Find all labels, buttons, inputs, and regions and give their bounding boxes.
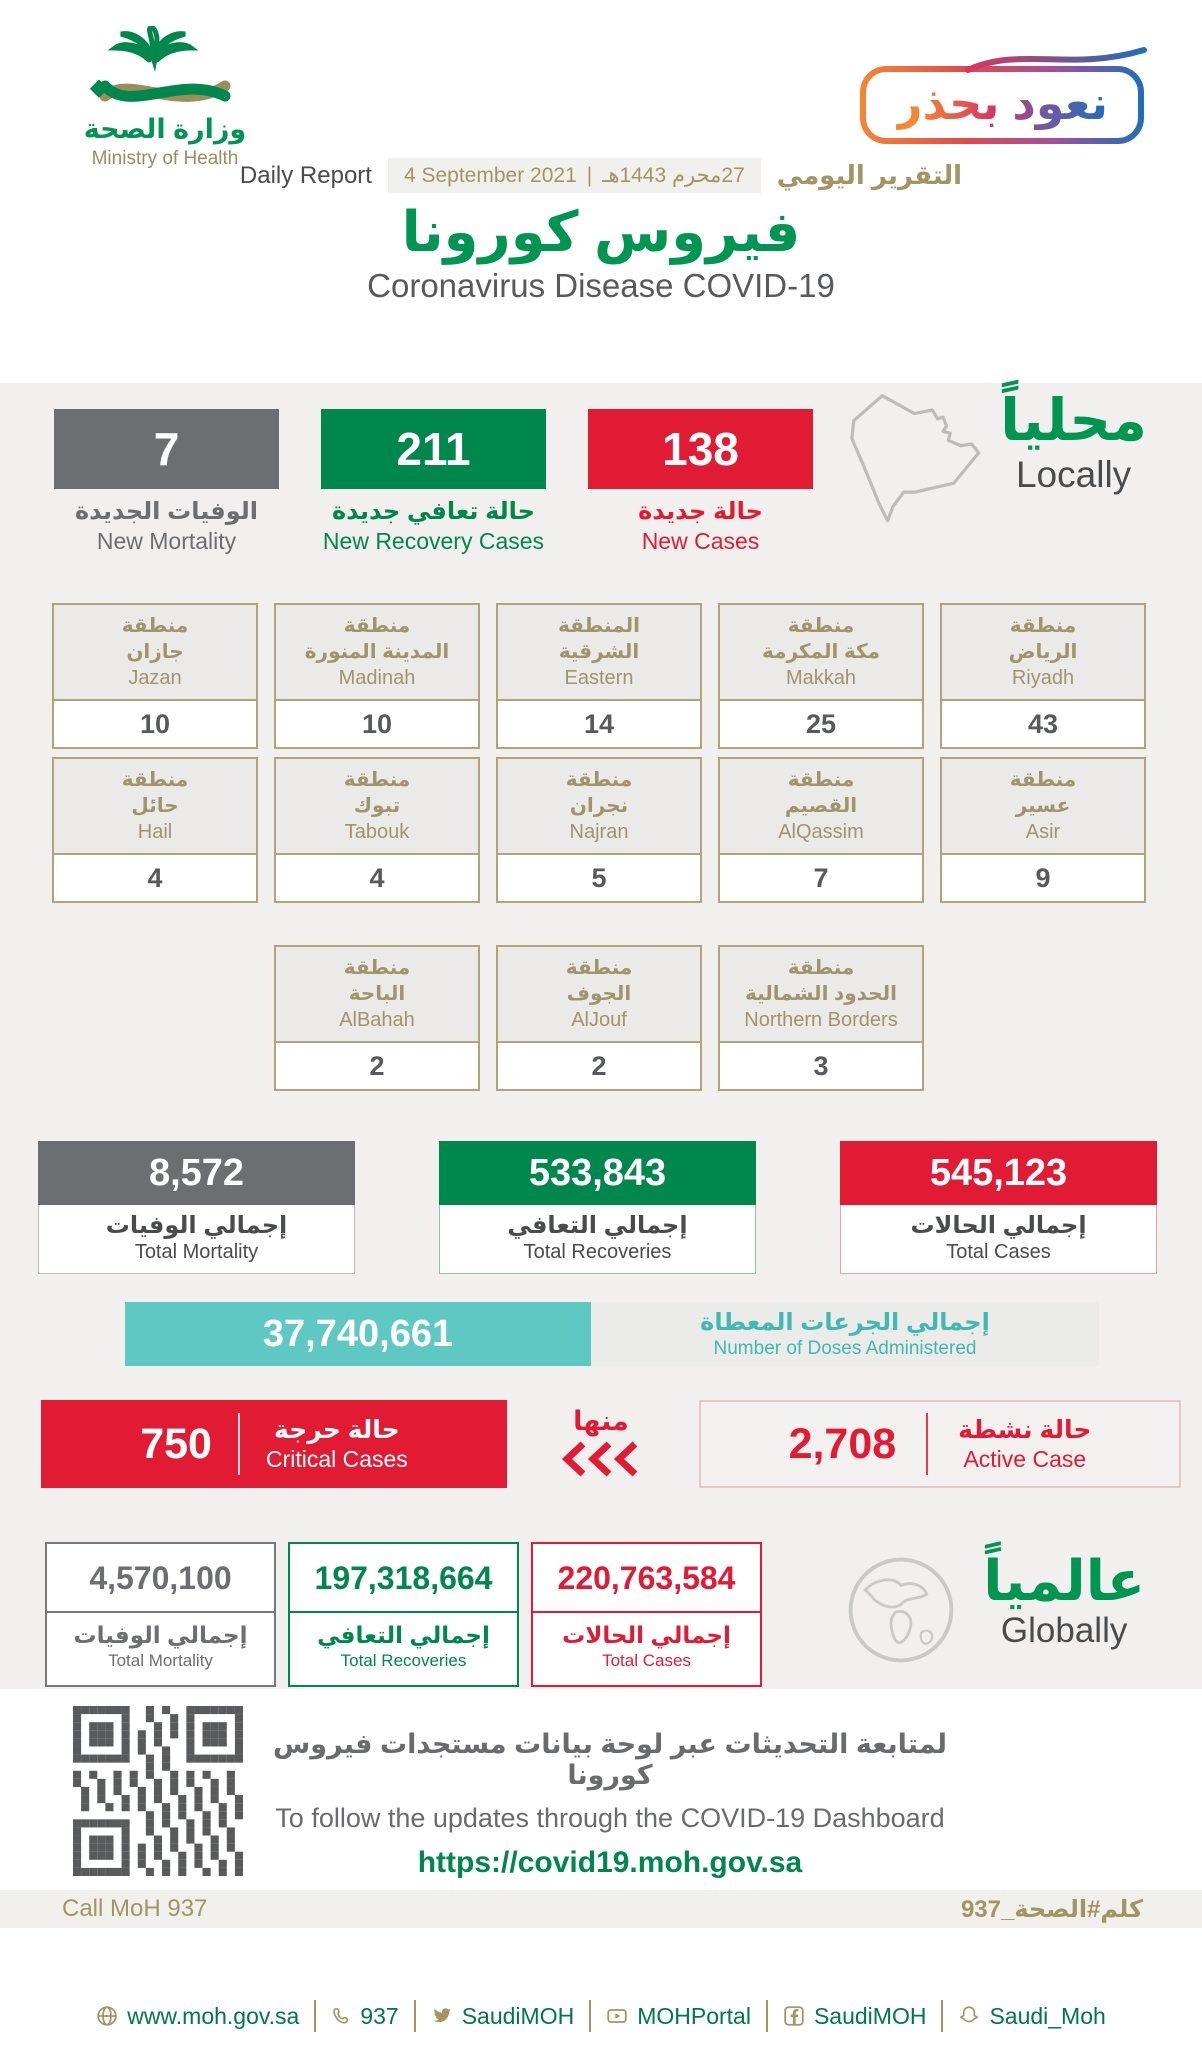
global-mortality-value: 4,570,100: [47, 1544, 274, 1613]
region-prefix: منطقة: [787, 769, 855, 791]
total-mortality-label-ar: إجمالي الوفيات: [105, 1212, 288, 1239]
global-cases-value: 220,763,584: [533, 1544, 760, 1613]
report-date-gregorian: 4 September 2021: [403, 163, 577, 187]
region-name-en: Najran: [569, 821, 629, 843]
region-value: 14: [498, 701, 700, 747]
global-mortality-label-ar: إجمالي الوفيات: [73, 1622, 248, 1648]
region-prefix: منطقة: [565, 957, 633, 979]
region-box-najran: [496, 757, 702, 903]
active-cases-label-en: Active Case: [963, 1446, 1087, 1472]
global-cases-label-en: Total Cases: [602, 1651, 691, 1670]
region-name-ar: الجوف: [566, 983, 632, 1005]
new-recovery-label-en: New Recovery Cases: [322, 528, 545, 554]
region-value: 10: [276, 701, 478, 747]
daily-report-label-ar: التقرير اليومي: [776, 160, 963, 190]
global-cases-box: [531, 1542, 762, 1687]
doses-label-ar: إجمالي الجرعات المعطاة: [700, 1309, 990, 1336]
region-value: 2: [276, 1043, 478, 1089]
svg-text:Ministry of Health: Ministry of Health: [91, 148, 239, 169]
region-box-northern-borders: [718, 945, 924, 1091]
region-name-en: Tabouk: [344, 821, 410, 843]
region-name-ar: الحدود الشمالية: [744, 983, 898, 1005]
region-box-madinah: [274, 603, 480, 749]
region-prefix: منطقة: [121, 769, 189, 791]
footer-item-snapchat: [943, 2003, 1120, 2030]
region-prefix: منطقة: [343, 957, 411, 979]
region-name-en: Eastern: [564, 667, 634, 689]
chevrons-left-icon: [559, 1441, 643, 1477]
of-which-indicator: [559, 1406, 643, 1482]
locally-heading: [1000, 388, 1147, 496]
page-title-ar: فيروس كورونا: [401, 200, 801, 263]
globe-icon: [96, 2005, 118, 2027]
total-mortality-box: [38, 1141, 355, 1274]
global-mortality-label-en: Total Mortality: [108, 1651, 213, 1670]
total-mortality-value: 8,572: [38, 1141, 355, 1205]
new-cases-stat: [588, 409, 813, 554]
footer-item-twitter: [416, 2003, 589, 2030]
region-name-ar: الباحة: [348, 983, 406, 1005]
total-recoveries-box: [439, 1141, 756, 1274]
region-prefix: منطقة: [565, 769, 633, 791]
snapchat-icon: [958, 2005, 980, 2027]
region-name-en: Asir: [1025, 821, 1061, 843]
statistics-band: [0, 383, 1202, 1689]
region-name-ar: تبوك: [353, 795, 401, 817]
doses-row: [125, 1302, 1202, 1366]
critical-cases-label-ar: حالة حرجة: [274, 1416, 400, 1444]
region-name-ar: الرياض: [1008, 641, 1078, 663]
region-name-ar: مكة المكرمة: [761, 641, 881, 663]
region-name-en: Northern Borders: [744, 1009, 898, 1031]
global-recoveries-label-en: Total Recoveries: [340, 1651, 467, 1670]
facebook-icon: [783, 2005, 805, 2027]
region-box-riyadh: [940, 603, 1146, 749]
region-value: 4: [276, 855, 478, 901]
region-box-albahah: [274, 945, 480, 1091]
badge-label: نعود بحذر: [896, 77, 1108, 129]
new-mortality-label-ar: الوفيات الجديدة: [74, 498, 259, 525]
active-cases-value: 2,708: [788, 1419, 897, 1468]
global-mortality-box: [45, 1542, 276, 1687]
region-box-aljouf: [496, 945, 702, 1091]
region-name-ar: جازان: [126, 641, 184, 663]
region-box-alqassim: [718, 757, 924, 903]
footer-item-website: [81, 2003, 314, 2030]
new-cases-label-en: New Cases: [641, 528, 760, 554]
region-box-makkah: [718, 603, 924, 749]
global-recoveries-label-ar: إجمالي التعافي: [317, 1622, 490, 1648]
region-prefix: منطقة: [121, 615, 189, 637]
region-name-en: Jazan: [128, 667, 182, 689]
region-prefix: منطقة: [343, 769, 411, 791]
new-cases-label-ar: حالة جديدة: [638, 498, 763, 525]
youtube-icon: [606, 2005, 628, 2027]
new-recovery-value: 211: [321, 409, 546, 489]
locally-title-en: Locally: [1015, 453, 1132, 495]
phone-icon: [331, 2006, 351, 2026]
footer-item-youtube: [591, 2003, 766, 2030]
divider: [238, 1413, 240, 1475]
region-value: 2: [498, 1043, 700, 1089]
footer-item-label: SaudiMOH: [461, 2002, 575, 2029]
total-cases-label-en: Total Cases: [946, 1241, 1051, 1263]
header: [0, 0, 1202, 383]
new-recovery-stat: [321, 409, 546, 554]
dashboard-note-en: To follow the updates through the COVID-19 Dashboard: [275, 1803, 945, 1833]
return-with-caution-badge: [860, 66, 1144, 150]
region-name-ar: نجران: [569, 795, 629, 817]
total-cases-label-ar: إجمالي الحالات: [910, 1212, 1087, 1239]
region-prefix: منطقة: [1009, 769, 1077, 791]
region-name-en: Hail: [137, 821, 173, 843]
region-name-ar: عسير: [1015, 795, 1071, 817]
footer-item-label: SaudiMOH: [813, 2002, 927, 2029]
saudi-map-icon: [828, 385, 1008, 540]
of-which-label: منها: [573, 1406, 629, 1436]
new-mortality-value: 7: [54, 409, 279, 489]
new-mortality-label-en: New Mortality: [96, 528, 237, 554]
local-totals-row: [38, 1141, 1202, 1274]
region-box-asir: [940, 757, 1146, 903]
region-name-ar: حائل: [131, 795, 179, 817]
region-name-en: Madinah: [338, 667, 416, 689]
total-mortality-label-en: Total Mortality: [134, 1241, 259, 1263]
region-row-3: [274, 945, 1202, 1091]
critical-cases-label-en: Critical Cases: [265, 1446, 408, 1472]
global-recoveries-box: [288, 1542, 519, 1687]
critical-active-row: [41, 1400, 1202, 1488]
footer-contact-row: [0, 2000, 1202, 2032]
divider: [926, 1413, 928, 1475]
locally-title-ar: محلياً: [1000, 388, 1147, 453]
report-date: [388, 158, 761, 193]
region-value: 25: [720, 701, 922, 747]
page-title-en: Coronavirus Disease COVID-19: [367, 267, 835, 304]
region-name-ar: القصيم: [784, 795, 858, 817]
active-cases-label-ar: حالة نشطة: [958, 1416, 1092, 1444]
footer-item-label: MOHPortal: [637, 2002, 751, 2029]
local-stats-row: [0, 383, 1202, 554]
region-prefix: منطقة: [343, 615, 411, 637]
qr-code: [73, 1706, 243, 1876]
globally-heading: [983, 1549, 1145, 1651]
critical-cases-box: [41, 1400, 507, 1488]
doses-label-en: Number of Doses Administered: [713, 1338, 977, 1359]
total-recoveries-value: 533,843: [439, 1141, 756, 1205]
total-cases-value: 545,123: [840, 1141, 1157, 1205]
critical-cases-value: 750: [140, 1419, 212, 1468]
daily-report-label: Daily Report: [239, 161, 372, 189]
footer-item-label: 937: [360, 2002, 399, 2029]
region-row-1: [52, 603, 1202, 749]
region-name-en: Makkah: [785, 667, 857, 689]
globally-title-ar: عالمياً: [983, 1549, 1145, 1612]
dashboard-note-ar: لمتابعة التحديثات عبر لوحة بيانات مستجدات فيروس كورونا: [272, 1729, 948, 1790]
footer-item-facebook: [768, 2003, 941, 2030]
footer-item-label: www.moh.gov.sa: [127, 2002, 300, 2029]
region-box-eastern: [496, 603, 702, 749]
doses-value: 37,740,661: [125, 1302, 591, 1366]
region-value: 5: [498, 855, 700, 901]
total-cases-box: [840, 1141, 1157, 1274]
new-mortality-stat: [54, 409, 279, 554]
twitter-icon: [431, 2005, 453, 2027]
total-recoveries-label-en: Total Recoveries: [523, 1241, 672, 1263]
region-prefix: منطقة: [787, 957, 855, 979]
region-prefix: منطقة: [787, 615, 855, 637]
global-stats-row: [45, 1542, 1202, 1687]
badge-swoosh-icon: [960, 44, 1150, 74]
new-recovery-label-ar: حالة تعافي جديدة: [332, 498, 535, 525]
region-name-en: Riyadh: [1011, 667, 1075, 689]
region-value: 9: [942, 855, 1144, 901]
region-value: 7: [720, 855, 922, 901]
region-value: 4: [54, 855, 256, 901]
region-prefix: منطقة: [1009, 615, 1077, 637]
region-box-jazan: [52, 603, 258, 749]
region-name-ar: الشرقية: [558, 641, 640, 663]
call-moh-label: Call MoH 937: [62, 1895, 208, 1922]
region-prefix: المنطقة: [558, 615, 640, 637]
footer-item-phone: [316, 2003, 413, 2030]
svg-text:وزارة الصحة: وزارة الصحة: [83, 114, 247, 144]
date-divider: |: [586, 163, 593, 187]
report-date-hijri: 27محرم 1443هـ: [602, 164, 745, 187]
region-name-en: AlJouf: [571, 1009, 627, 1031]
region-value: 10: [54, 701, 256, 747]
region-value: 43: [942, 701, 1144, 747]
global-cases-label-ar: إجمالي الحالات: [562, 1622, 731, 1648]
call-strip: [0, 1890, 1202, 1928]
global-recoveries-value: 197,318,664: [290, 1544, 517, 1613]
region-box-hail: [52, 757, 258, 903]
region-name-en: AlQassim: [778, 821, 864, 843]
globe-icon: [845, 1550, 957, 1675]
active-cases-box: [699, 1400, 1181, 1488]
region-box-tabouk: [274, 757, 480, 903]
region-name-en: AlBahah: [339, 1009, 415, 1031]
dashboard-url-link[interactable]: https://covid19.moh.gov.sa: [417, 1846, 803, 1879]
region-value: 3: [720, 1043, 922, 1089]
region-name-ar: المدينة المنورة: [304, 641, 450, 663]
dashboard-section: [0, 1689, 1202, 1890]
total-recoveries-label-ar: إجمالي التعافي: [507, 1212, 688, 1239]
new-cases-value: 138: [588, 409, 813, 489]
moh-logo-icon: [55, 26, 275, 176]
footer-item-label: Saudi_Moh: [989, 2002, 1106, 2029]
moh-logo: [55, 26, 285, 169]
globally-title-en: Globally: [1000, 1610, 1128, 1650]
hashtag-label: كلم#الصحة_937: [960, 1895, 1143, 1923]
region-row-2: [52, 757, 1202, 903]
